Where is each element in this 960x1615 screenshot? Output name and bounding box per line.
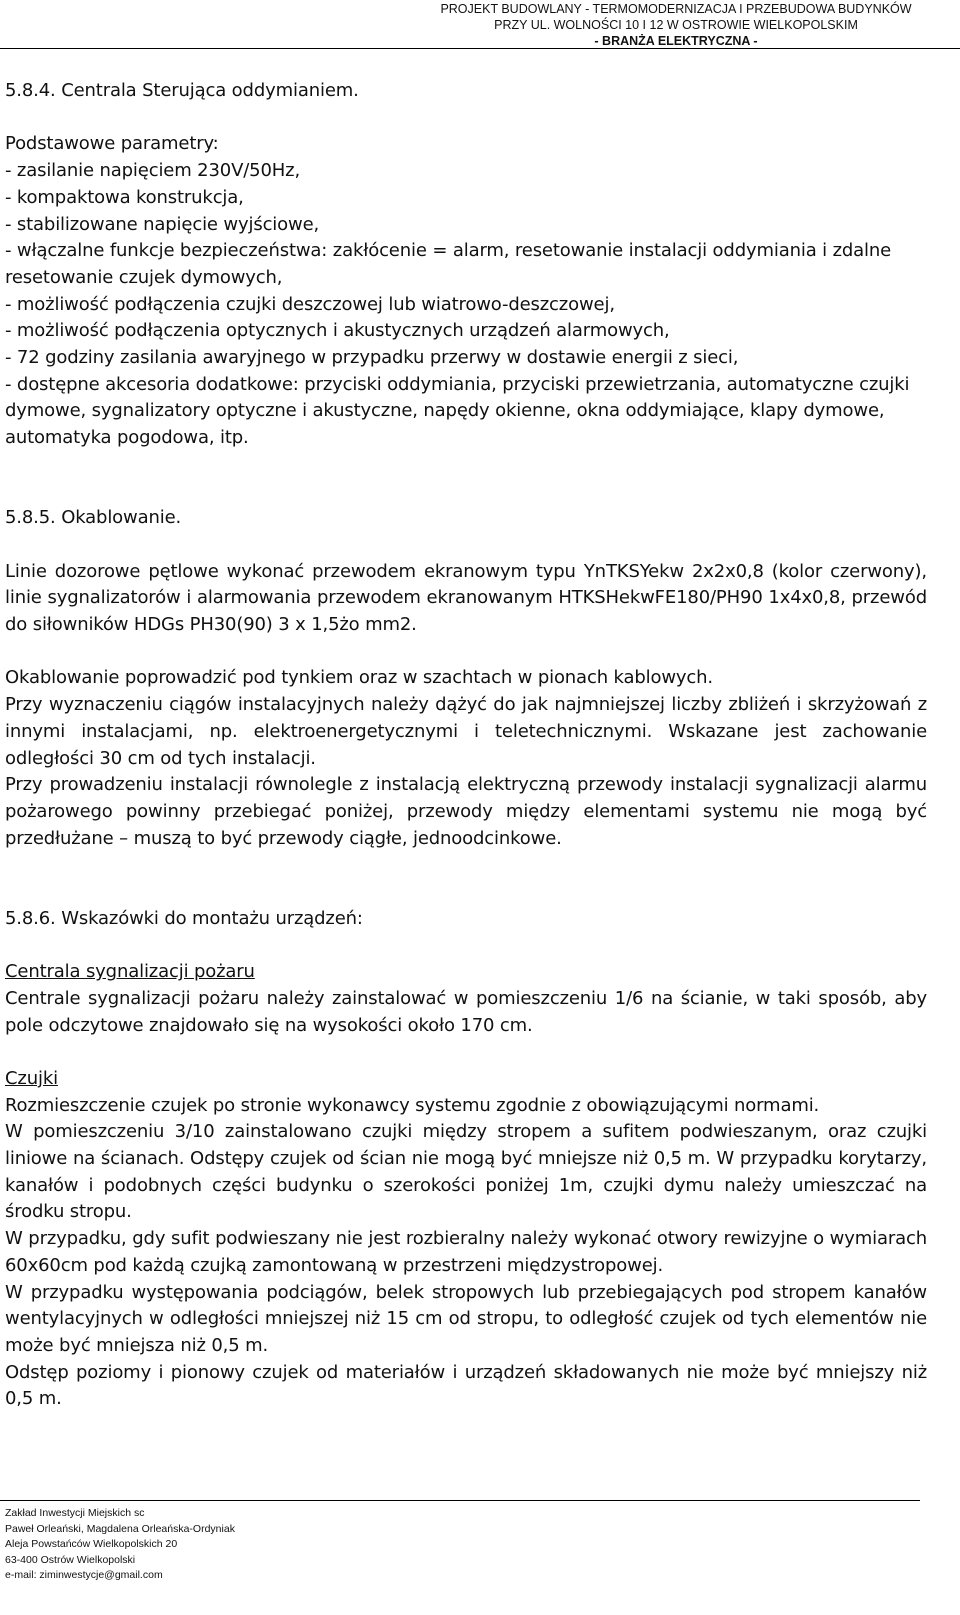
paragraph-fire-panel: Centrale sygnalizacji pożaru należy zainstalować w pomieszczeniu 1/6 na ścianie, w taki sposób, aby pole odczytowe znajdowało się na wysokości około 170 cm. [5,987,927,1036]
document-body [5,78,927,1413]
page-footer [5,1506,235,1584]
section-title-584: 5.8.4. Centrala Sterująca oddymianiem. [5,80,359,101]
list-item: - dostępne akcesoria dodatkowe: przyciski oddymiania, przyciski przewietrzania, automatyczne czujki dymowe, sygnalizatory optyczne i akustyczne, napędy okienne, okna oddymiające, klapy dymowe, automatyka pogodowa, itp. [5,373,910,449]
subheading-fire-panel: Centrala sygnalizacji pożaru [5,961,255,983]
footer-owners: Paweł Orleański, Magdalena Orleańska-Ordyniak [5,1522,235,1535]
list-item: - stabilizowane napięcie wyjściowe, [5,213,320,235]
list-item: - 72 godziny zasilania awaryjnego w przypadku przerwy w dostawie energii z sieci, [5,347,739,369]
section-title-585: 5.8.5. Okablowanie. [5,507,182,529]
header-line-project: PROJEKT BUDOWLANY - TERMOMODERNIZACJA I PRZEBUDOWA BUDYNKÓW [440,2,912,16]
paragraph-cabling-parallel: Przy prowadzeniu instalacji równolegle z instalacją elektryczną przewody instalacji sygnalizacji alarmu pożarowego powinny przebiegać poniżej, przewody między elementami systemu nie mogą być przedłużane – muszą to być przewody ciągłe, jednoodcinkowe. [5,774,927,849]
list-item: - zasilanie napięciem 230V/50Hz, [5,160,301,182]
list-item: - włączalne funkcje bezpieczeństwa: zakłócenie = alarm, resetowanie instalacji oddymiania i zdalne resetowanie czujek dymowych, [5,240,892,288]
footer-email: e-mail: ziminwestycje@gmail.com [5,1569,163,1581]
parameters-intro: Podstawowe parametry: [5,133,219,155]
section-title-586: 5.8.6. Wskazówki do montażu urządzeń: [5,907,363,929]
page-header [426,1,926,49]
list-item: - kompaktowa konstrukcja, [5,186,244,208]
paragraph-detectors-ceiling: W przypadku, gdy sufit podwieszany nie jest rozbieralny należy wykonać otwory rewizyjne o wymiarach 60x60cm pod każdą czujką zamontowaną w przestrzeni międzystropowej. [5,1228,927,1276]
header-line-address: PRZY UL. WOLNOŚCI 10 I 12 W OSTROWIE WIELKOPOLSKIM [494,18,858,32]
paragraph-detectors-placement: Rozmieszczenie czujek po stronie wykonawcy systemu zgodnie z obowiązującymi normami. [5,1094,820,1116]
header-line-branch: - BRANŻA ELEKTRYCZNA - [594,34,758,48]
paragraph-detectors-room: W pomieszczeniu 3/10 zainstalowano czujki między stropem a sufitem podwieszanym, oraz czujki liniowe na ścianach. Odstępy czujek od ścian nie mogą być mniejsze niż 0,5 m. W przypadku korytarzy, kanałów i podobnych części budynku o szerokości poniżej 1m, czujki dymu należy umieszczać na środku stropu. [5,1121,927,1223]
subheading-detectors: Czujki [5,1067,58,1089]
paragraph-cabling-crossings: Przy wyznaczeniu ciągów instalacyjnych należy dążyć do jak najmniejszej liczby zbliżeń i skrzyżowań z innymi instalacjami, np. elektroenergetycznymi i teletechnicznymi. Wskazane jest zachowanie odległości 30 cm od tych instalacji. [5,694,927,769]
paragraph-cabling-routing: Okablowanie poprowadzić pod tynkiem oraz w szachtach w pionach kablowych. [5,667,713,689]
list-item: - możliwość podłączenia czujki deszczowej lub wiatrowo-deszczowej, [5,293,615,315]
paragraph-detectors-distance: Odstęp poziomy i pionowy czujek od materiałów i urządzeń składowanych nie może być mniejszy niż 0,5 m. [5,1361,927,1410]
footer-company: Zakład Inwestycji Miejskich sc [5,1507,145,1519]
paragraph-detectors-beams: W przypadku występowania podciągów, belek stropowych lub przebiegających pod stropem kanałów wentylacyjnych w odległości mniejszej niż 15 cm od stropu, to odległość czujek od tych elementów nie może być mniejsza niż 0,5 m. [5,1281,927,1356]
list-item: - możliwość podłączenia optycznych i akustycznych urządzeń alarmowych, [5,320,670,342]
header-divider [0,48,960,49]
footer-street: Aleja Powstańców Wielkopolskich 20 [5,1538,178,1550]
footer-divider [0,1500,920,1501]
paragraph-cabling-types: Linie dozorowe pętlowe wykonać przewodem ekranowym typu YnTKSYekw 2x2x0,8 (kolor czerwony), linie sygnalizatorów i alarmowania przewodem ekranowanym HTKSHekwFE180/PH90 1x4x0,8, przewód do siłowników HDGs PH30(90) 3 x 1,5żo mm2. [5,560,927,636]
footer-city: 63-400 Ostrów Wielkopolski [5,1553,136,1566]
